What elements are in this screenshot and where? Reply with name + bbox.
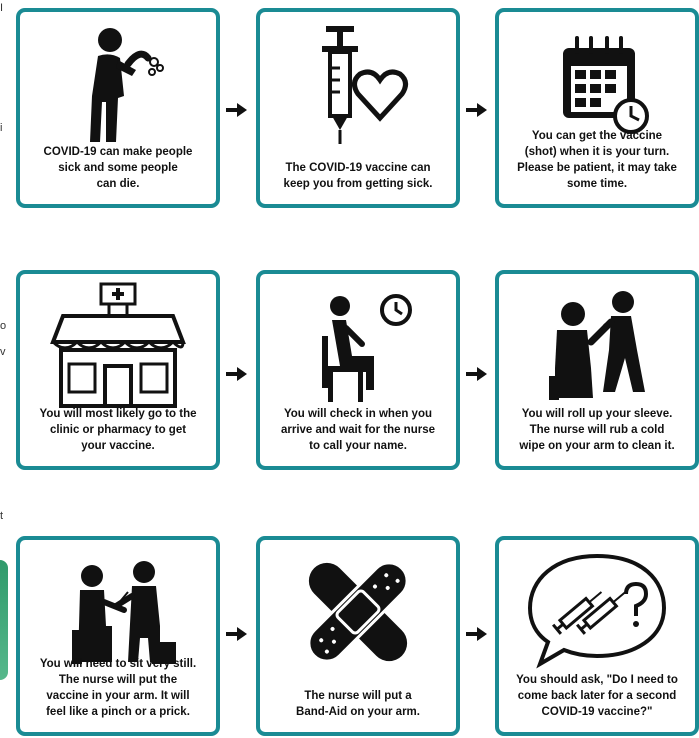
- arrow-right-icon: [226, 626, 248, 642]
- step-card-3: [495, 8, 699, 208]
- step-card-7: [16, 536, 220, 736]
- nurse-wiping-arm-icon: [499, 280, 695, 410]
- edge-text-fragment: i: [0, 122, 3, 134]
- arrow-right-icon: [466, 626, 488, 642]
- step-caption: COVID-19 can make people sick and some people can die.: [43, 146, 193, 190]
- step-caption: You will roll up your sleeve. The nurse will rub a cold wipe on your arm to clean it.: [519, 408, 675, 452]
- step-caption: You will most likely go to the clinic or pharmacy to get your vaccine.: [39, 408, 197, 452]
- arrow-right-icon: [226, 102, 248, 118]
- bandaid-icon: [260, 546, 456, 676]
- step-caption: You can get the vaccine (shot) when it is your turn. Please be patient, it may take some time.: [517, 130, 677, 190]
- edge-decoration: [0, 560, 8, 680]
- step-caption: You will check in when you arrive and wait for the nurse to call your name.: [280, 408, 435, 452]
- step-caption: The nurse will put a Band-Aid on your arm.: [296, 690, 420, 718]
- syringe-heart-icon: [260, 18, 456, 148]
- speech-syringes-question-icon: [499, 546, 695, 676]
- step-card-1: [16, 8, 220, 208]
- step-card-6: [495, 270, 699, 470]
- arrow-right-icon: [226, 366, 248, 382]
- step-caption: You will need to sit very still. The nurse will put the vaccine in your arm. It will feel like a pinch or a prick.: [39, 658, 197, 718]
- edge-text-fragment: o: [0, 320, 7, 332]
- clinic-building-icon: [20, 280, 216, 410]
- step-caption: The COVID-19 vaccine can keep you from getting sick.: [283, 162, 433, 190]
- waiting-person-clock-icon: [260, 280, 456, 410]
- step-card-9: [495, 536, 699, 736]
- step-card-2: [256, 8, 460, 208]
- step-card-4: [16, 270, 220, 470]
- edge-text-fragment: I: [0, 2, 4, 14]
- coughing-person-icon: [20, 18, 216, 148]
- step-card-5: [256, 270, 460, 470]
- edge-text-fragment: v: [0, 346, 6, 358]
- arrow-right-icon: [466, 102, 488, 118]
- edge-text-fragment: t: [0, 510, 4, 522]
- step-caption: You should ask, "Do I need to come back later for a second COVID-19 vaccine?": [516, 674, 678, 718]
- arrow-right-icon: [466, 366, 488, 382]
- step-card-8: [256, 536, 460, 736]
